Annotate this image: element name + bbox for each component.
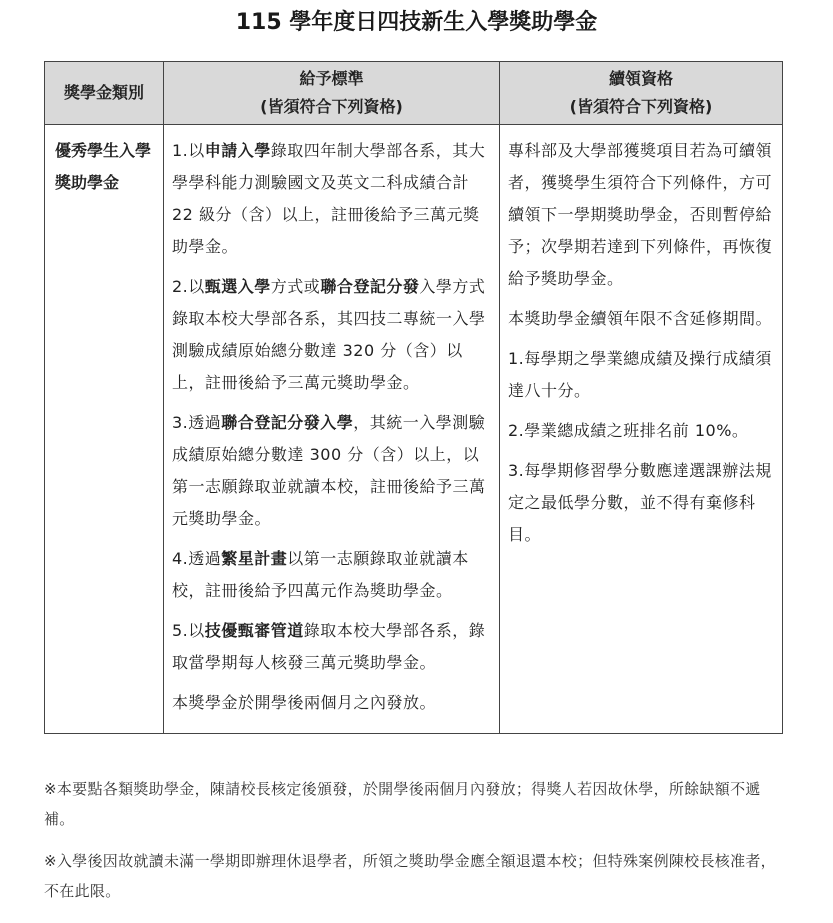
header-renewal-title: 續領資格 (608, 69, 673, 88)
renewal-condition-1: 1.每學期之學業總成績及操行成績須達八十分。 (508, 349, 772, 400)
header-renewal (500, 62, 783, 125)
footnotes (44, 774, 784, 918)
criteria-item-3: 3.透過聯合登記分發入學，其統一入學測驗成績原始總分數達 300 分（含）以上，以第一志願錄取並就讀本校，註冊後給予三萬元獎助學金。 (172, 413, 486, 528)
criteria-item-1: 1.以申請入學錄取四年制大學部各系，其大學學科能力測驗國文及英文二科成績合計 22 級分（含）以上，註冊後給予三萬元獎助學金。 (172, 141, 486, 256)
table-row (45, 125, 783, 734)
header-category: 獎學金類別 (45, 62, 164, 125)
footnote-2: ※入學後因故就讀未滿一學期即辦理休退學者，所領之獎助學金應全額退還本校；但特殊案例陳校長核准者，不在此限。 (44, 852, 776, 900)
criteria-note: 本獎學金於開學後兩個月之內發放。 (172, 693, 437, 712)
criteria-cell (164, 125, 500, 734)
criteria-item-2: 2.以甄選入學方式或聯合登記分發入學方式錄取本校大學部各系，其四技二專統一入學測驗成績原始總分數達 320 分（含）以上，註冊後給予三萬元獎助學金。 (172, 277, 486, 392)
renewal-cell (500, 125, 783, 734)
footnote-1: ※本要點各類獎助學金，陳請校長核定後頒發，於開學後兩個月內發放；得獎人若因故休學，所餘缺額不遞補。 (44, 780, 761, 828)
header-renewal-subtitle: (皆須符合下列資格) (569, 97, 713, 116)
renewal-condition-2: 2.學業總成績之班排名前 10%。 (508, 421, 749, 440)
renewal-condition-3: 3.每學期修習學分數應達選課辦法規定之最低學分數，並不得有棄修科目。 (508, 461, 772, 544)
category-cell: 優秀學生入學獎助學金 (45, 125, 164, 734)
header-criteria-title: 給予標準 (299, 69, 364, 88)
renewal-term-limit: 本獎助學金續領年限不含延修期間。 (508, 309, 773, 328)
criteria-item-4: 4.透過繁星計畫以第一志願錄取並就讀本校，註冊後給予四萬元作為獎助學金。 (172, 549, 469, 600)
table-header-row (45, 62, 783, 125)
scholarship-table (44, 61, 783, 734)
page-title: 115 學年度日四技新生入學獎助學金 (235, 10, 598, 35)
header-criteria (164, 62, 500, 125)
renewal-intro: 專科部及大學部獲獎項目若為可續領者，獲獎學生須符合下列條件，方可續領下一學期獎助學金，否則暫停給予；次學期若達到下列條件，再恢復給予獎助學金。 (508, 141, 773, 288)
criteria-item-5: 5.以技優甄審管道錄取本校大學部各系，錄取當學期每人核發三萬元獎助學金。 (172, 621, 486, 672)
header-criteria-subtitle: (皆須符合下列資格) (260, 97, 403, 116)
